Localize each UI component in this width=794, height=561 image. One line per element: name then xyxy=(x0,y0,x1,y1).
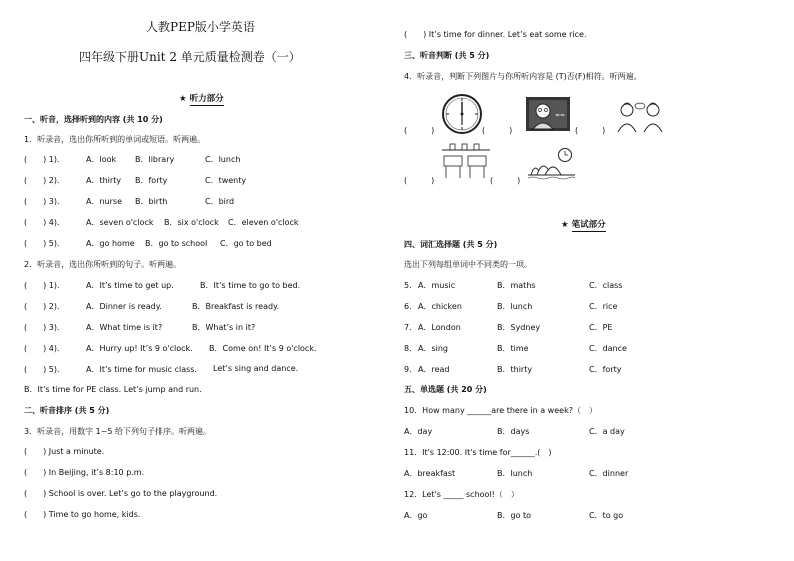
classroom-picture xyxy=(440,142,492,182)
vocab-item-number: 6． xyxy=(404,302,418,311)
q4-answer-5[interactable]: ( ) xyxy=(490,176,521,185)
listening-banner xyxy=(179,92,224,104)
people-talking-picture xyxy=(615,100,665,134)
q1-item-number: ( ) 1)． xyxy=(24,155,65,164)
vocab-item-number: 8． xyxy=(404,344,418,353)
section3-title: 三、听音判断 (共 5 分) xyxy=(404,51,490,60)
q1-option-a[interactable]: A．nurse xyxy=(86,197,122,206)
q1-option-c[interactable]: C．lunch xyxy=(205,155,241,164)
section4-title: 四、词汇选择题 (共 5 分) xyxy=(404,240,498,249)
q1-instruction: 1．听录音，选出你所听到的单词或短语。听两遍。 xyxy=(24,135,206,144)
q1-option-a[interactable]: A．seven o'clock xyxy=(86,218,154,227)
q2-extra-option: B．It’s time for PE class. Let’s jump and run. xyxy=(24,385,202,394)
vocab-option-b[interactable]: B．time xyxy=(497,344,529,353)
vocab-option-b[interactable]: B．maths xyxy=(497,281,536,290)
vocab-option-a[interactable]: A．read xyxy=(418,365,450,374)
vocab-option-b[interactable]: B．lunch xyxy=(497,302,533,311)
q1-item-number: ( ) 5)． xyxy=(24,239,65,248)
q3-instruction: 3．听录音，用数字 1~5 给下列句子排序。听两遍。 xyxy=(24,427,212,436)
q1-item-number: ( ) 2)． xyxy=(24,176,65,185)
q2-item-number: ( ) 5)． xyxy=(24,365,65,374)
vocab-option-c[interactable]: C．class xyxy=(589,281,623,290)
q3-last-item: ( ) It’s time for dinner. Let’s eat some rice. xyxy=(404,30,587,39)
vocab-option-b[interactable]: B．thirty xyxy=(497,365,533,374)
mc-question: 11．It's 12:00. It's time for______.( ) xyxy=(404,448,552,457)
written-banner-text: 笔试部分 xyxy=(571,220,606,230)
written-banner xyxy=(561,218,606,230)
vocab-option-b[interactable]: B．Sydney xyxy=(497,323,541,332)
section4-instruction: 选出下列每组单词中不同类的一项。 xyxy=(404,260,532,269)
q3-item: ( ) Just a minute. xyxy=(24,447,105,456)
mc-option-a[interactable]: A．breakfast xyxy=(404,469,456,478)
q4-answer-3[interactable]: ( ) xyxy=(575,126,606,135)
mc-option-b[interactable]: B．go to xyxy=(497,511,532,520)
q1-item-number: ( ) 4)． xyxy=(24,218,65,227)
vocab-item-number: 9． xyxy=(404,365,418,374)
q1-option-c[interactable]: C．twenty xyxy=(205,176,247,185)
mc-option-b[interactable]: B．lunch xyxy=(497,469,533,478)
q1-option-a[interactable]: A．go home xyxy=(86,239,135,248)
q2-instruction: 2．听录音，选出你所听到的句子。听两遍。 xyxy=(24,260,182,269)
mc-option-a[interactable]: A．go xyxy=(404,511,428,520)
section5-title: 五、单选题 (共 20 分) xyxy=(404,385,487,394)
mc-option-c[interactable]: C．dinner xyxy=(589,469,629,478)
q2-option-a[interactable]: A．What time is it? xyxy=(86,323,163,332)
q2-option-b[interactable]: B．What’s in it? xyxy=(192,323,256,332)
q1-option-b[interactable]: B．birth xyxy=(135,197,168,206)
svg-text:≈=: ≈= xyxy=(555,112,566,119)
q3-item: ( ) Time to go home, kids. xyxy=(24,510,141,519)
q1-option-b[interactable]: B．forty xyxy=(135,176,168,185)
q4-answer-2[interactable]: ( ) xyxy=(482,126,513,135)
listening-banner-text: 听力部分 xyxy=(189,94,224,104)
star-icon: ★ xyxy=(561,220,569,230)
q2-item-number: ( ) 3)． xyxy=(24,323,65,332)
q2-item-number: ( ) 4)． xyxy=(24,344,65,353)
section2-title: 二、听音排序 (共 5 分) xyxy=(24,406,110,415)
vocab-item-number: 7． xyxy=(404,323,418,332)
mc-question: 12．Let's _____ school!（ ） xyxy=(404,490,519,499)
q2-item-number: ( ) 2)． xyxy=(24,302,65,311)
vocab-option-c[interactable]: C．dance xyxy=(589,344,627,353)
vocab-option-a[interactable]: A．London xyxy=(418,323,461,332)
vocab-option-a[interactable]: A．sing xyxy=(418,344,449,353)
q2-option-b[interactable]: B．It’s time to go to bed. xyxy=(200,281,301,290)
q4-answer-1[interactable]: ( ) xyxy=(404,126,435,135)
q2-option-b[interactable]: B．Come on! It’s 9 o'clock. xyxy=(209,344,317,353)
q2-option-a[interactable]: A．Dinner is ready. xyxy=(86,302,162,311)
q3-item: ( ) In Beijing, it’s 8:10 p.m. xyxy=(24,468,145,477)
mc-option-c[interactable]: C．a day xyxy=(589,427,625,436)
star-icon: ★ xyxy=(179,94,187,104)
section1-title: 一、听音，选择听到的内容 (共 10 分) xyxy=(24,115,163,124)
mc-question: 10．How many ______are there in a week?（ ） xyxy=(404,406,597,415)
page-title-line1: 人教PEP版小学英语 xyxy=(146,20,255,34)
q1-option-b[interactable]: B．go to school xyxy=(145,239,208,248)
q2-option-b[interactable]: Let’s sing and dance. xyxy=(213,364,299,373)
mc-option-b[interactable]: B．days xyxy=(497,427,530,436)
sydney-opera-house-picture xyxy=(527,147,577,181)
q1-option-c[interactable]: C．bird xyxy=(205,197,235,206)
q1-option-a[interactable]: A．thirty xyxy=(86,176,122,185)
mc-option-a[interactable]: A．day xyxy=(404,427,433,436)
q2-option-a[interactable]: A．Hurry up! It’s 9 o'clock. xyxy=(86,344,193,353)
q4-answer-4[interactable]: ( ) xyxy=(404,176,435,185)
teacher-at-board-picture xyxy=(525,95,571,135)
q1-option-b[interactable]: B．library xyxy=(135,155,175,164)
q1-item-number: ( ) 3)． xyxy=(24,197,65,206)
page-title-line2: 四年级下册Unit 2 单元质量检测卷（一） xyxy=(79,50,301,64)
mc-option-c[interactable]: C．to go xyxy=(589,511,624,520)
q1-option-c[interactable]: C．go to bed xyxy=(220,239,272,248)
q2-option-b[interactable]: B．Breakfast is ready. xyxy=(192,302,280,311)
vocab-option-c[interactable]: C．rice xyxy=(589,302,618,311)
q3-item: ( ) School is over. Let’s go to the playground. xyxy=(24,489,218,498)
q1-option-a[interactable]: A．look xyxy=(86,155,117,164)
vocab-option-a[interactable]: A．chicken xyxy=(418,302,462,311)
q1-option-b[interactable]: B．six o'clock xyxy=(164,218,219,227)
q2-option-a[interactable]: A．It’s time for music class. xyxy=(86,365,197,374)
q1-option-c[interactable]: C．eleven o'clock xyxy=(228,218,299,227)
q2-item-number: ( ) 1)． xyxy=(24,281,65,290)
q2-option-a[interactable]: A．It’s time to get up. xyxy=(86,281,174,290)
vocab-option-a[interactable]: A．music xyxy=(418,281,456,290)
vocab-option-c[interactable]: C．PE xyxy=(589,323,613,332)
q4-instruction: 4．听录音，判断下列图片与你所听内容是 (T)否(F)相符。听两遍。 xyxy=(404,72,642,81)
vocab-item-number: 5． xyxy=(404,281,418,290)
vocab-option-c[interactable]: C．forty xyxy=(589,365,622,374)
clock-picture xyxy=(440,92,484,136)
